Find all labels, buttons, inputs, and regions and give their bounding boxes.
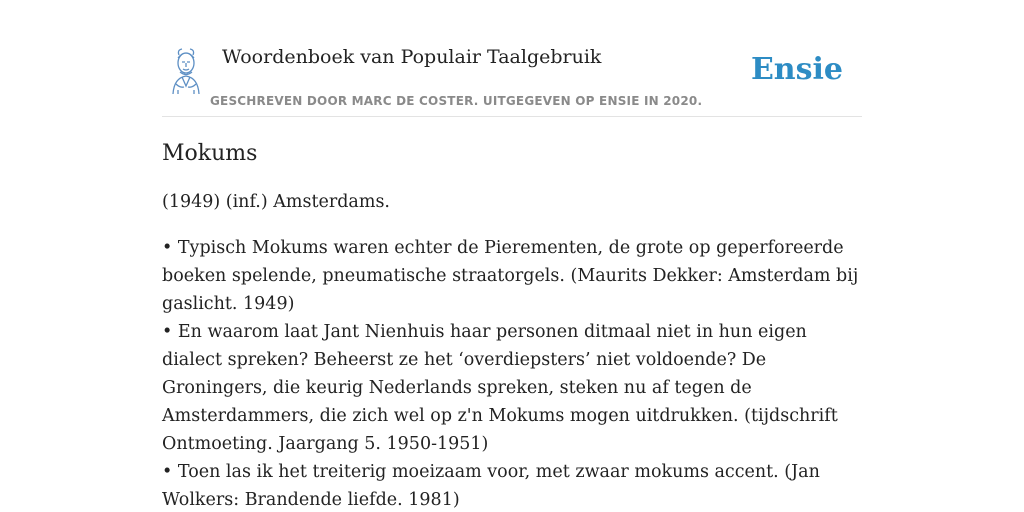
quote-item: • En waarom laat Jant Nienhuis haar personen ditmaal niet in hun eigen dialect spreken? Beheerst ze het ‘overdiepsters’ niet voldoende? De Groningers, die keurig Nederlands spreken, steken nu af tegen de Amsterdammers, die zich wel op z'n Mokums mogen uitdrukken. (tijdschrift Ontmoeting. Jaargang 5. 1950-1951)	[162, 322, 838, 454]
header	[162, 40, 862, 117]
byline: GESCHREVEN DOOR MARC DE COSTER. UITGEGEVEN OP ENSIE IN 2020.	[210, 94, 703, 108]
ensie-logo[interactable]: Ensie	[750, 52, 843, 87]
author-portrait-icon	[164, 46, 208, 96]
quote-item: • Typisch Mokums waren echter de Pierementen, de grote op geperforeerde boeken spelende, pneumatische straatorgels. (Maurits Dekker: Amsterdam bij gaslicht. 1949)	[162, 238, 859, 314]
entry-definition: (1949) (inf.) Amsterdams.	[162, 192, 390, 212]
book-title[interactable]: Woordenboek van Populair Taalgebruik	[222, 46, 602, 68]
entry-title: Mokums	[162, 141, 258, 166]
quote-list	[162, 234, 862, 512]
entry-content	[162, 138, 862, 512]
quote-item: • Toen las ik het treiterig moeizaam voor, met zwaar mokums accent. (Jan Wolkers: Brandende liefde. 1981)	[162, 462, 820, 510]
